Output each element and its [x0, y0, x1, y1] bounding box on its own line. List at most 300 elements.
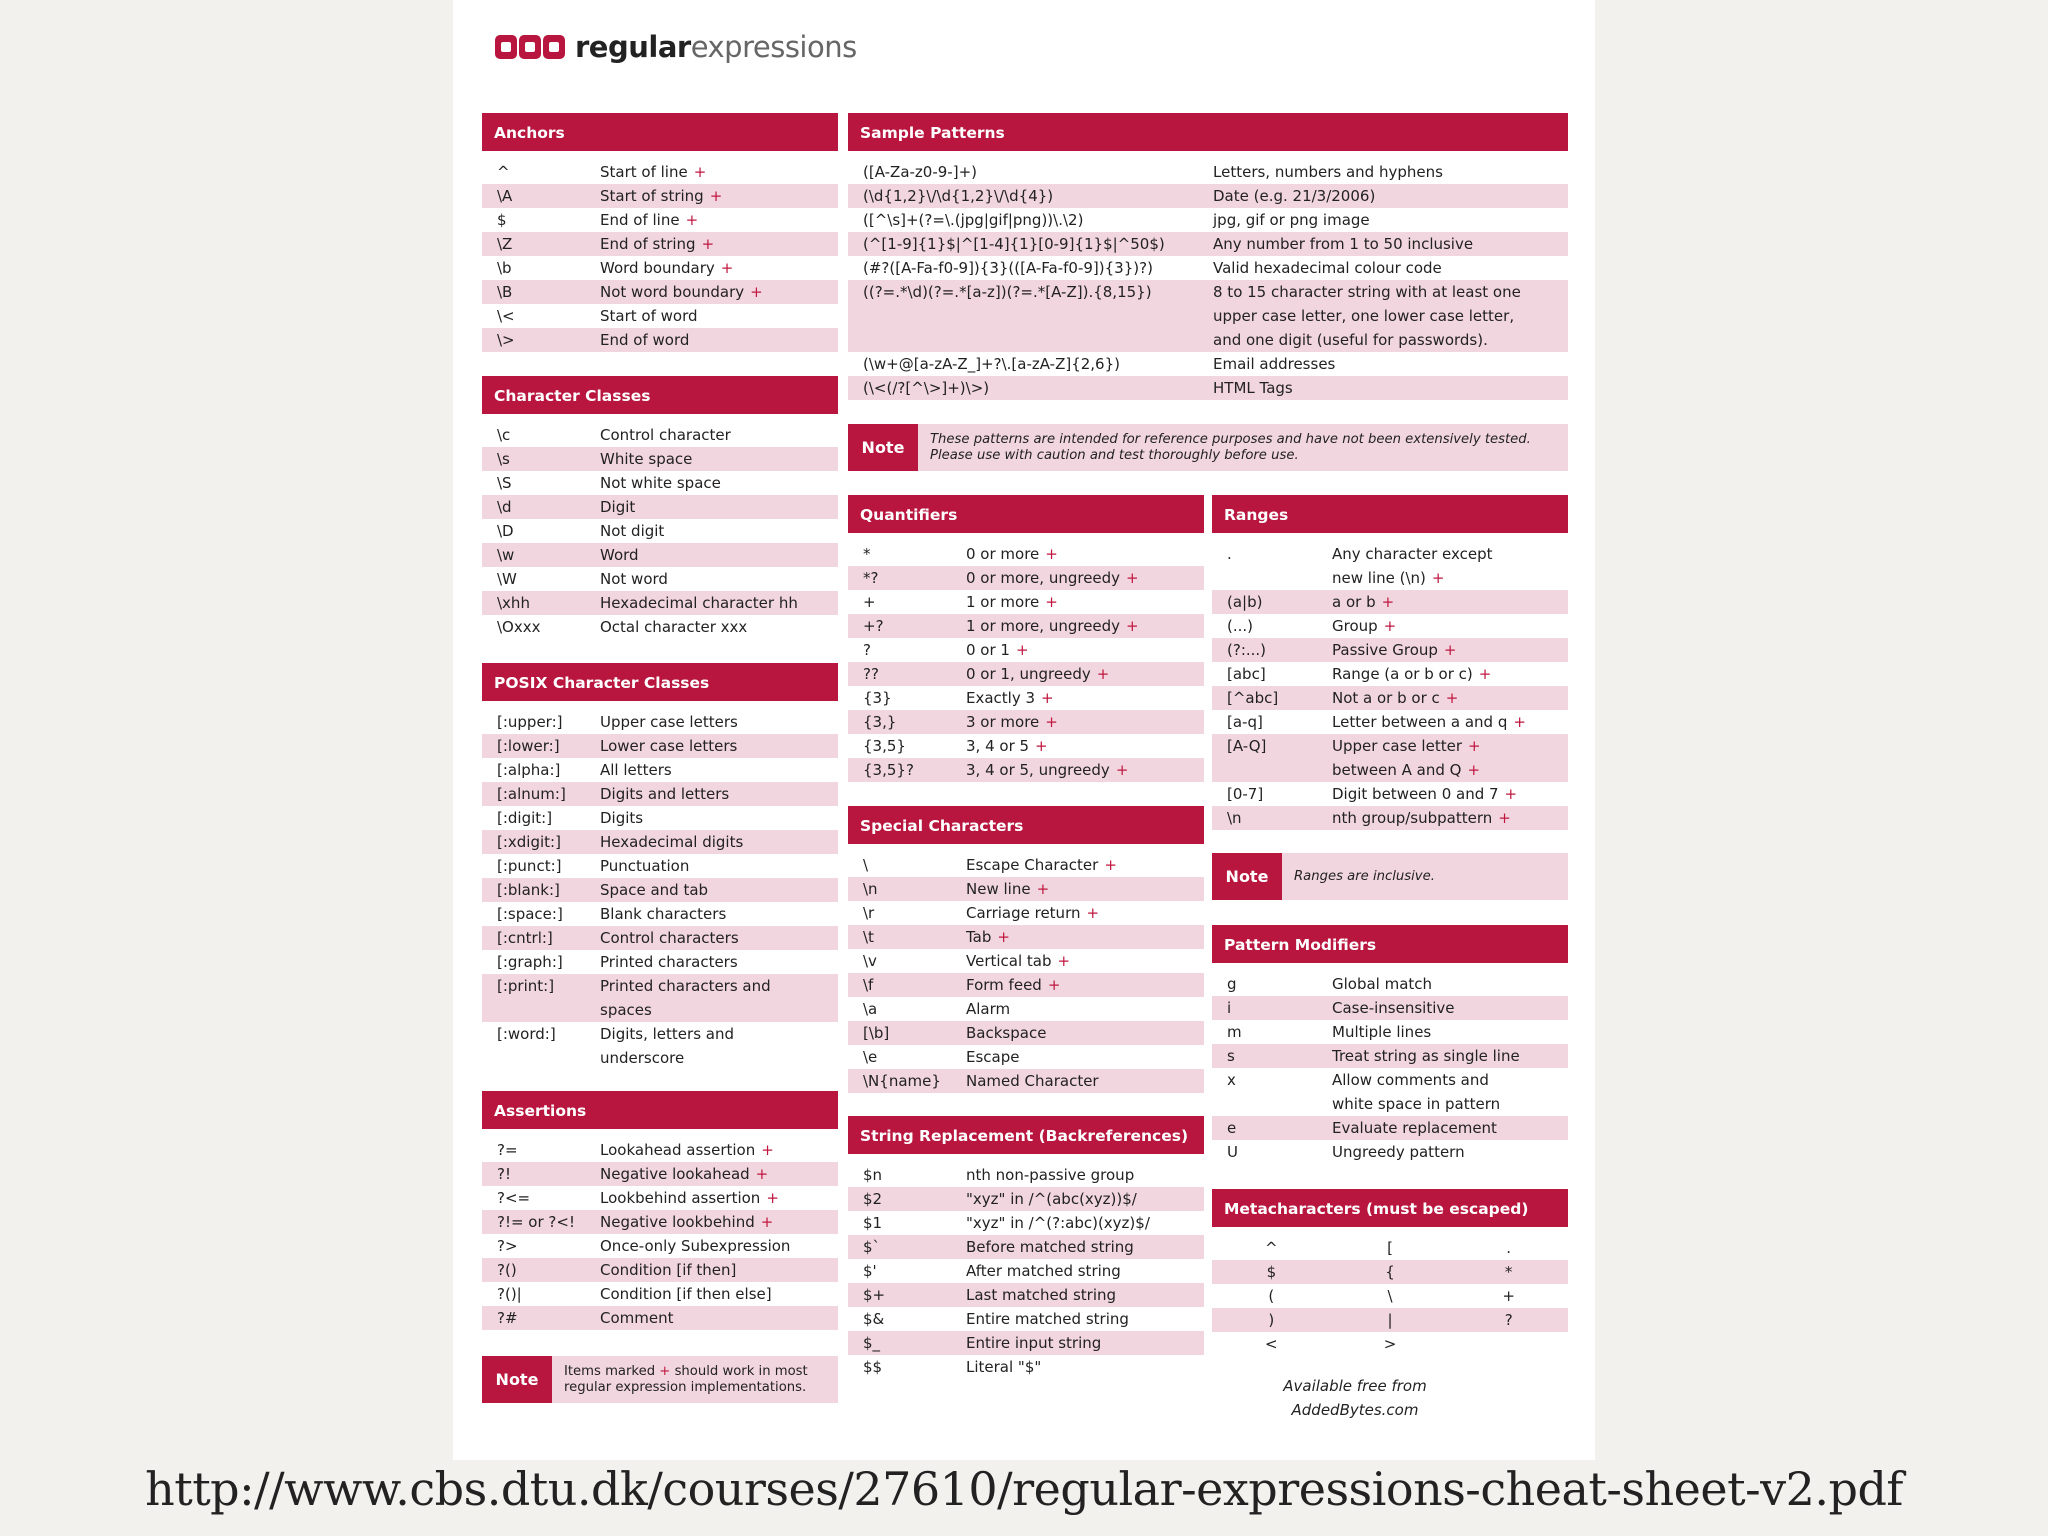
row-text: a or b: [1332, 593, 1376, 611]
row-key: [a-q]: [1227, 713, 1263, 731]
cheat-sheet: [453, 0, 1595, 1460]
anchors-section: [482, 113, 838, 352]
metachar-cell: ): [1268, 1311, 1275, 1329]
row-key: ?(): [497, 1261, 517, 1279]
section-title: Metacharacters (must be escaped): [1212, 1189, 1568, 1227]
table-row: [848, 710, 1204, 734]
row-key: \>: [497, 331, 515, 349]
table-row: [482, 710, 838, 734]
row-text: Email addresses: [1213, 355, 1336, 373]
row-text: and one digit (useful for passwords).: [1213, 331, 1488, 349]
table-row: [848, 208, 1568, 232]
row-key: \r: [863, 904, 875, 922]
table-row: [482, 471, 838, 495]
row-text: upper case letter, one lower case letter,: [1213, 307, 1515, 325]
table-row: [848, 925, 1204, 949]
table-row: [848, 1069, 1204, 1093]
table-row: [848, 1307, 1204, 1331]
plus-marker: +: [1047, 976, 1061, 994]
plus-marker: +: [1045, 593, 1058, 611]
row-value: [966, 1259, 1204, 1283]
row-text: Ungreedy pattern: [1332, 1143, 1465, 1161]
row-text: 3, 4 or 5, ungreedy: [966, 761, 1110, 779]
row-value: [600, 1186, 838, 1210]
plus-marker: +: [1445, 689, 1459, 707]
table-row: [482, 1186, 838, 1210]
table-row: [482, 447, 838, 471]
row-value: [600, 902, 838, 926]
table-row: [482, 1234, 838, 1258]
row-value: [600, 926, 838, 950]
row-value: [966, 542, 1204, 566]
row-value: [600, 1210, 838, 1234]
row-key: m: [1227, 1023, 1242, 1041]
plus-marker: +: [1096, 665, 1110, 683]
plus-marker: +: [1478, 665, 1492, 683]
row-text: Condition [if then]: [600, 1261, 737, 1279]
row-key: {3,}: [863, 713, 897, 731]
table-row: [482, 208, 838, 232]
row-key: $2: [863, 1190, 883, 1208]
table-row: [1212, 590, 1568, 614]
row-text: Upper case letters: [600, 713, 738, 731]
row-key: \xhh: [497, 594, 530, 612]
table-row: [482, 543, 838, 567]
table-row: [482, 328, 838, 352]
note-label: Note: [482, 1356, 552, 1403]
metachar-cell: {: [1385, 1263, 1395, 1281]
table-row: [848, 997, 1204, 1021]
row-value: [600, 567, 838, 591]
row-key: {3}: [863, 689, 892, 707]
row-key: \Z: [497, 235, 513, 253]
pattern-modifiers-section: [1212, 925, 1568, 1164]
row-text: Lookbehind assertion: [600, 1189, 761, 1207]
row-key: ([A-Za-z0-9-]+): [863, 163, 977, 181]
row-text: Exactly 3: [966, 689, 1036, 707]
table-row: [848, 877, 1204, 901]
row-text: Escape: [966, 1048, 1020, 1066]
plus-marker: +: [997, 928, 1010, 946]
row-text: 1 or more, ungreedy: [966, 617, 1121, 635]
row-text: Range (a or b or c): [1332, 665, 1473, 683]
row-key: $`: [863, 1238, 881, 1256]
row-text: Once-only Subexpression: [600, 1237, 791, 1255]
row-value: [1213, 184, 1568, 208]
row-value: [600, 710, 838, 734]
row-text: Letter between a and q: [1332, 713, 1508, 731]
row-key: +: [863, 593, 876, 611]
note-label: Note: [1212, 853, 1282, 900]
plus-marker: +: [709, 187, 723, 205]
row-key: (\w+@[a-zA-Z_]+?\.[a-zA-Z]{2,6}): [863, 355, 1120, 373]
row-value: [1332, 686, 1568, 710]
plus-marker: +: [1504, 785, 1518, 803]
metachar-row: [1212, 1236, 1568, 1260]
row-text: 0 or 1, ungreedy: [966, 665, 1091, 683]
row-key: [:graph:]: [497, 953, 563, 971]
row-key: x: [1227, 1071, 1236, 1089]
row-text: Not word: [600, 570, 668, 588]
row-text: "xyz" in /^(?:abc)(xyz)$/: [966, 1214, 1150, 1232]
row-key: [:upper:]: [497, 713, 563, 731]
note-marked-items: [482, 1356, 838, 1403]
row-text: Last matched string: [966, 1286, 1117, 1304]
table-row: [848, 758, 1204, 782]
row-text: Vertical tab: [966, 952, 1052, 970]
row-value: [600, 1234, 838, 1258]
row-key: \: [863, 856, 869, 874]
row-key: $$: [863, 1358, 883, 1376]
row-key: \B: [497, 283, 513, 301]
table-row: [848, 614, 1204, 638]
metachar-cell: [1449, 1332, 1568, 1356]
row-key: ?>: [497, 1237, 518, 1255]
row-text: jpg, gif or png image: [1213, 211, 1370, 229]
row-text: Space and tab: [600, 881, 709, 899]
plus-marker: +: [1126, 617, 1139, 635]
table-row: [1212, 686, 1568, 710]
table-row: [482, 591, 838, 615]
table-row: [1212, 1116, 1568, 1140]
row-value: [1332, 972, 1568, 996]
plus-marker: +: [1041, 689, 1054, 707]
table-row: [482, 974, 838, 1022]
row-key: {3,5}?: [863, 761, 914, 779]
row-value: [600, 1306, 838, 1330]
table-row: [482, 232, 838, 256]
metachar-row: [1212, 1308, 1568, 1332]
table-row: [848, 1283, 1204, 1307]
table-row: [482, 902, 838, 926]
row-key: \c: [497, 426, 511, 444]
row-value: [966, 925, 1204, 949]
row-key: ?=: [497, 1141, 518, 1159]
row-value: [1332, 782, 1568, 806]
sample-patterns-section: [848, 113, 1568, 400]
row-key: (a|b): [1227, 593, 1263, 611]
row-text: Start of string: [600, 187, 704, 205]
row-key: (^[1-9]{1}$|^[1-4]{1}[0-9]{1}$|^50$): [863, 235, 1165, 253]
row-value: [966, 566, 1204, 590]
row-value: [966, 877, 1204, 901]
note-text: Items marked + should work in most regular expression implementations.: [564, 1363, 808, 1395]
section-title: Anchors: [482, 113, 838, 151]
table-row: [848, 232, 1568, 256]
row-text: All letters: [600, 761, 672, 779]
table-row: [482, 734, 838, 758]
table-row: [848, 160, 1568, 184]
section-title: Quantifiers: [848, 495, 1204, 533]
row-value: [600, 854, 838, 878]
table-row: [848, 949, 1204, 973]
row-value: [600, 1282, 838, 1306]
row-value: [600, 160, 838, 184]
row-text: Condition [if then else]: [600, 1285, 772, 1303]
plus-marker: +: [1513, 713, 1526, 731]
table-row: [482, 878, 838, 902]
row-value: [966, 1283, 1204, 1307]
row-value: [600, 974, 838, 1022]
row-key: \n: [863, 880, 878, 898]
table-row: [482, 519, 838, 543]
row-value: [1332, 638, 1568, 662]
table-row: [482, 806, 838, 830]
row-value: [1213, 160, 1568, 184]
row-value: [600, 208, 838, 232]
row-key: s: [1227, 1047, 1235, 1065]
row-text: Punctuation: [600, 857, 690, 875]
table-row: [848, 1163, 1204, 1187]
plus-marker: +: [1045, 713, 1058, 731]
table-row: [1212, 1044, 1568, 1068]
row-key: $n: [863, 1166, 883, 1184]
row-value: [966, 1069, 1204, 1093]
row-text: Not digit: [600, 522, 665, 540]
row-key: (\<(/?[^\>]+)\>): [863, 379, 990, 397]
row-value: [966, 1021, 1204, 1045]
row-text: "xyz" in /^(abc(xyz))$/: [966, 1190, 1137, 1208]
row-key: \w: [497, 546, 515, 564]
row-key: \t: [863, 928, 874, 946]
plus-marker: +: [1057, 952, 1071, 970]
plus-marker: +: [1498, 809, 1511, 827]
source-url: http://www.cbs.dtu.dk/courses/27610/regular-expressions-cheat-sheet-v2.pdf: [145, 1462, 1903, 1516]
row-text: Entire input string: [966, 1334, 1102, 1352]
table-row: [482, 1138, 838, 1162]
row-text: Digits and letters: [600, 785, 730, 803]
row-key: *?: [863, 569, 879, 587]
table-row: [848, 376, 1568, 400]
logo-text: regularexpressions: [575, 30, 857, 64]
row-key: \d: [497, 498, 512, 516]
row-value: [1332, 1020, 1568, 1044]
row-key: \f: [863, 976, 874, 994]
row-value: [600, 1022, 838, 1070]
row-value: [1332, 734, 1568, 782]
row-text: 8 to 15 character string with at least one: [1213, 283, 1521, 301]
row-key: e: [1227, 1119, 1237, 1137]
table-row: [1212, 638, 1568, 662]
row-value: [600, 184, 838, 208]
row-key: \A: [497, 187, 513, 205]
row-key: +?: [863, 617, 884, 635]
row-value: [966, 901, 1204, 925]
row-key: $': [863, 1262, 877, 1280]
table-row: [848, 590, 1204, 614]
row-value: [600, 519, 838, 543]
table-row: [482, 854, 838, 878]
row-text: Upper case letter: [1332, 737, 1462, 755]
table-row: [1212, 782, 1568, 806]
table-row: [482, 160, 838, 184]
ranges-section: [1212, 495, 1568, 830]
row-value: [600, 328, 838, 352]
row-key: \a: [863, 1000, 878, 1018]
metachar-row: [1212, 1332, 1568, 1356]
row-value: [600, 471, 838, 495]
table-row: [1212, 806, 1568, 830]
row-key: *: [863, 545, 871, 563]
row-text: Allow comments and: [1332, 1071, 1489, 1089]
row-text: 1 or more: [966, 593, 1040, 611]
row-key: $1: [863, 1214, 883, 1232]
metachar-cell: ^: [1265, 1239, 1278, 1257]
row-value: [966, 758, 1204, 782]
row-key: [:blank:]: [497, 881, 560, 899]
row-text: spaces: [600, 1001, 652, 1019]
table-row: [848, 1045, 1204, 1069]
table-row: [482, 1258, 838, 1282]
row-text: Before matched string: [966, 1238, 1134, 1256]
table-row: [482, 1282, 838, 1306]
row-text: Alarm: [966, 1000, 1011, 1018]
row-text: Control character: [600, 426, 731, 444]
row-key: [^abc]: [1227, 689, 1279, 707]
row-value: [1332, 1116, 1568, 1140]
row-key: U: [1227, 1143, 1238, 1161]
string-replacement-section: [848, 1116, 1204, 1379]
table-row: [848, 686, 1204, 710]
metachar-cell: |: [1387, 1311, 1393, 1329]
plus-marker: +: [720, 259, 734, 277]
plus-marker: +: [1086, 904, 1100, 922]
row-value: [1213, 352, 1568, 376]
table-row: [1212, 1020, 1568, 1044]
row-value: [600, 495, 838, 519]
table-row: [848, 1355, 1204, 1379]
row-value: [600, 878, 838, 902]
table-row: [848, 901, 1204, 925]
row-key: ?<=: [497, 1189, 531, 1207]
row-text: End of line: [600, 211, 680, 229]
row-value: [966, 1307, 1204, 1331]
metachar-cell: ?: [1504, 1311, 1513, 1329]
plus-marker: +: [1045, 545, 1058, 563]
table-row: [1212, 614, 1568, 638]
row-value: [1332, 1044, 1568, 1068]
row-key: (...): [1227, 617, 1254, 635]
section-title: Character Classes: [482, 376, 838, 414]
section-title: Ranges: [1212, 495, 1568, 533]
row-text: Form feed: [966, 976, 1042, 994]
row-text: Any character except: [1332, 545, 1493, 563]
row-key: \e: [863, 1048, 878, 1066]
row-value: [600, 1258, 838, 1282]
row-value: [966, 973, 1204, 997]
note-ranges: [1212, 853, 1568, 900]
plus-marker: +: [1381, 593, 1395, 611]
row-key: [:punct:]: [497, 857, 562, 875]
row-key: [:digit:]: [497, 809, 553, 827]
row-text: Digits: [600, 809, 644, 827]
row-value: [966, 1045, 1204, 1069]
row-text: Any number from 1 to 50 inclusive: [1213, 235, 1474, 253]
metacharacters-section: [1212, 1189, 1568, 1356]
row-text: Control characters: [600, 929, 739, 947]
row-text: Hexadecimal character hh: [600, 594, 798, 612]
row-key: ?()|: [497, 1285, 522, 1303]
row-text: Negative lookahead: [600, 1165, 750, 1183]
row-value: [966, 1355, 1204, 1379]
row-value: [1332, 614, 1568, 638]
row-text: Letters, numbers and hyphens: [1213, 163, 1443, 181]
row-value: [1213, 232, 1568, 256]
row-value: [966, 853, 1204, 877]
row-key: \Oxxx: [497, 618, 541, 636]
table-row: [482, 758, 838, 782]
row-key: [:alpha:]: [497, 761, 561, 779]
plus-marker: +: [1467, 761, 1481, 779]
plus-marker: +: [766, 1189, 779, 1207]
row-value: [966, 590, 1204, 614]
table-row: [848, 1021, 1204, 1045]
row-value: [600, 950, 838, 974]
row-key: \b: [497, 259, 512, 277]
row-text: Octal character xxx: [600, 618, 748, 636]
row-key: \N{name}: [863, 1072, 941, 1090]
row-value: [600, 1162, 838, 1186]
row-value: [966, 734, 1204, 758]
row-text: Start of word: [600, 307, 698, 325]
row-text: Comment: [600, 1309, 674, 1327]
table-row: [1212, 996, 1568, 1020]
row-value: [600, 1138, 838, 1162]
row-value: [600, 591, 838, 615]
note-label: Note: [848, 424, 918, 471]
row-value: [600, 256, 838, 280]
plus-marker: +: [685, 211, 699, 229]
row-text: Entire matched string: [966, 1310, 1129, 1328]
row-key: (\d{1,2}\/\d{1,2}\/\d{4}): [863, 187, 1054, 205]
note-text: Ranges are inclusive.: [1294, 868, 1435, 884]
table-row: [848, 256, 1568, 280]
row-text: Printed characters and: [600, 977, 771, 995]
row-value: [600, 304, 838, 328]
row-text: Negative lookbehind: [600, 1213, 755, 1231]
row-key: (?:...): [1227, 641, 1267, 659]
section-title: Sample Patterns: [848, 113, 1568, 151]
table-row: [848, 542, 1204, 566]
row-key: .: [1227, 545, 1232, 563]
metachar-cell: *: [1504, 1263, 1513, 1281]
row-text: Tab: [966, 928, 992, 946]
row-text: nth non-passive group: [966, 1166, 1135, 1184]
table-row: [482, 304, 838, 328]
row-text: 3, 4 or 5: [966, 737, 1030, 755]
section-title: POSIX Character Classes: [482, 663, 838, 701]
row-value: [966, 949, 1204, 973]
row-value: [600, 806, 838, 830]
row-key: [A-Q]: [1227, 737, 1267, 755]
table-row: [848, 1235, 1204, 1259]
row-text: Multiple lines: [1332, 1023, 1432, 1041]
row-key: \n: [1227, 809, 1242, 827]
table-row: [482, 830, 838, 854]
row-value: [966, 710, 1204, 734]
table-row: [1212, 1068, 1568, 1116]
row-key: g: [1227, 975, 1237, 993]
row-text: Escape Character: [966, 856, 1099, 874]
row-text: After matched string: [966, 1262, 1121, 1280]
row-key: \s: [497, 450, 510, 468]
row-value: [966, 1163, 1204, 1187]
row-key: ([^\s]+(?=\.(jpg|gif|png))\.\2): [863, 211, 1084, 229]
row-text: Carriage return: [966, 904, 1081, 922]
row-text: white space in pattern: [1332, 1095, 1501, 1113]
row-key: [:word:]: [497, 1025, 556, 1043]
row-key: [:print:]: [497, 977, 555, 995]
